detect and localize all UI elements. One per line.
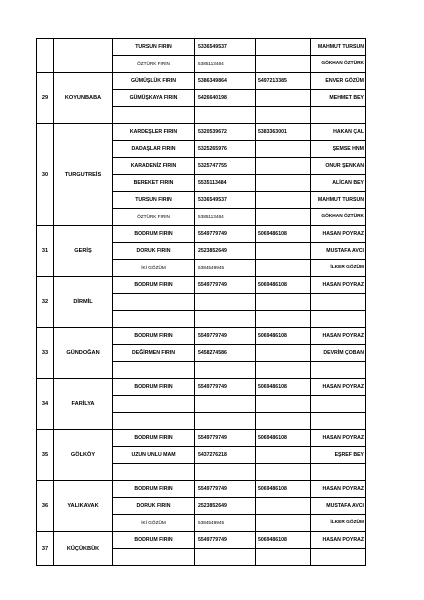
bakery-name	[113, 396, 195, 413]
bakery-name: BODRUM FIRIN	[113, 532, 195, 549]
bakery-name: İKİ GÖZÜM	[113, 515, 195, 532]
phone-primary	[195, 549, 256, 566]
bakery-name: KARDEŞLER FIRIN	[113, 124, 195, 141]
phone-secondary: 5069486108	[256, 328, 311, 345]
phone-secondary: 5069486108	[256, 226, 311, 243]
phone-primary: 5535113484	[195, 175, 256, 192]
phone-primary: 5325265976	[195, 141, 256, 158]
owner-name: MUSTAFA AVCI	[311, 498, 366, 515]
owner-name: HASAN POYRAZ	[311, 532, 366, 549]
owner-name	[311, 464, 366, 481]
owner-name	[311, 413, 366, 430]
phone-primary: 5458274586	[195, 345, 256, 362]
phone-secondary	[256, 413, 311, 430]
phone-primary: 5386349864	[195, 73, 256, 90]
phone-primary: 5385113484	[195, 209, 256, 226]
district-number: 34	[37, 379, 54, 430]
district-name: YALIKAVAK	[54, 481, 113, 532]
phone-secondary	[256, 39, 311, 56]
bakery-table-body	[37, 39, 366, 566]
phone-primary: 5385113484	[195, 56, 256, 73]
phone-primary: 5384549945	[195, 260, 256, 277]
table-row	[37, 39, 366, 56]
owner-name	[311, 396, 366, 413]
phone-primary: 5549779749	[195, 328, 256, 345]
owner-name	[311, 107, 366, 124]
table-row	[37, 124, 366, 141]
phone-secondary	[256, 141, 311, 158]
owner-name: HASAN POYRAZ	[311, 328, 366, 345]
phone-secondary	[256, 243, 311, 260]
phone-primary: 5426640198	[195, 90, 256, 107]
phone-secondary	[256, 107, 311, 124]
owner-name: MEHMET BEY	[311, 90, 366, 107]
bakery-name: BODRUM FIRIN	[113, 481, 195, 498]
owner-name: ALİCAN BEY	[311, 175, 366, 192]
phone-secondary: 5069486108	[256, 277, 311, 294]
district-name: FARİLYA	[54, 379, 113, 430]
bakery-name: TURSUN FIRIN	[113, 192, 195, 209]
table-row	[37, 328, 366, 345]
district-name	[54, 39, 113, 73]
bakery-name: TURSUN FIRIN	[113, 39, 195, 56]
phone-secondary	[256, 396, 311, 413]
bakery-name	[113, 413, 195, 430]
table-row	[37, 532, 366, 549]
owner-name: DEVRİM ÇOBAN	[311, 345, 366, 362]
owner-name: MUSTAFA AVCI	[311, 243, 366, 260]
table-row	[37, 226, 366, 243]
phone-primary: 2523852649	[195, 243, 256, 260]
owner-name: İLKER GÖZÜM	[311, 515, 366, 532]
phone-secondary	[256, 498, 311, 515]
bakery-name	[113, 311, 195, 328]
phone-secondary: 5069486108	[256, 430, 311, 447]
bakery-name: BODRUM FIRIN	[113, 328, 195, 345]
phone-primary	[195, 294, 256, 311]
owner-name: GÖKHAN ÖZTÜRK	[311, 56, 366, 73]
bakery-name: GÜMÜŞKAYA FIRIN	[113, 90, 195, 107]
owner-name: HASAN POYRAZ	[311, 430, 366, 447]
phone-primary: 5325747755	[195, 158, 256, 175]
phone-secondary: 5383363001	[256, 124, 311, 141]
phone-secondary: 5069486108	[256, 481, 311, 498]
owner-name: HAKAN ÇAL	[311, 124, 366, 141]
district-number: 36	[37, 481, 54, 532]
owner-name	[311, 294, 366, 311]
owner-name: ONUR ŞENKAN	[311, 158, 366, 175]
owner-name	[311, 311, 366, 328]
phone-primary: 5437276218	[195, 447, 256, 464]
owner-name	[311, 362, 366, 379]
owner-name: GÖKHAN ÖZTÜRK	[311, 209, 366, 226]
bakery-name	[113, 464, 195, 481]
phone-primary: 2523852649	[195, 498, 256, 515]
phone-secondary	[256, 549, 311, 566]
bakery-name: İKİ GÖZÜM	[113, 260, 195, 277]
owner-name: ŞEMSE HNM	[311, 141, 366, 158]
phone-primary	[195, 464, 256, 481]
bakery-table	[36, 38, 366, 566]
table-row	[37, 430, 366, 447]
owner-name: HASAN POYRAZ	[311, 379, 366, 396]
district-name: GERİŞ	[54, 226, 113, 277]
phone-secondary	[256, 158, 311, 175]
bakery-name: BODRUM FIRIN	[113, 430, 195, 447]
phone-secondary	[256, 192, 311, 209]
owner-name: HASAN POYRAZ	[311, 277, 366, 294]
district-number: 31	[37, 226, 54, 277]
phone-secondary	[256, 209, 311, 226]
district-number: 32	[37, 277, 54, 328]
table-row	[37, 379, 366, 396]
phone-primary: 5549779749	[195, 226, 256, 243]
phone-secondary	[256, 175, 311, 192]
owner-name: MAHMUT TURSUN	[311, 39, 366, 56]
phone-secondary: 5497213385	[256, 73, 311, 90]
bakery-name: ÖZTÜRK FIRIN	[113, 209, 195, 226]
table-row	[37, 481, 366, 498]
bakery-name: BODRUM FIRIN	[113, 226, 195, 243]
bakery-name	[113, 549, 195, 566]
district-number: 30	[37, 124, 54, 226]
district-number	[37, 39, 54, 73]
phone-secondary	[256, 311, 311, 328]
phone-secondary	[256, 294, 311, 311]
phone-primary	[195, 311, 256, 328]
phone-primary: 5336549537	[195, 192, 256, 209]
table-row	[37, 73, 366, 90]
owner-name: HASAN POYRAZ	[311, 481, 366, 498]
phone-secondary	[256, 345, 311, 362]
bakery-name: GÜMÜŞLÜK FIRIN	[113, 73, 195, 90]
table-row	[37, 277, 366, 294]
phone-secondary	[256, 260, 311, 277]
bakery-table-sheet	[36, 38, 364, 566]
phone-secondary	[256, 515, 311, 532]
phone-secondary	[256, 90, 311, 107]
phone-secondary	[256, 362, 311, 379]
district-name: KOYUNBABA	[54, 73, 113, 124]
bakery-name: BODRUM FIRIN	[113, 379, 195, 396]
bakery-name: DEĞİRMEN FIRIN	[113, 345, 195, 362]
phone-secondary	[256, 447, 311, 464]
owner-name	[311, 549, 366, 566]
phone-primary: 5320539672	[195, 124, 256, 141]
phone-primary: 5549779749	[195, 379, 256, 396]
bakery-name: ÖZTÜRK FIRIN	[113, 56, 195, 73]
district-name: TURGUTREİS	[54, 124, 113, 226]
owner-name: HASAN POYRAZ	[311, 226, 366, 243]
bakery-name: UZUN UNLU MAM	[113, 447, 195, 464]
phone-primary: 5336549537	[195, 39, 256, 56]
phone-primary	[195, 413, 256, 430]
phone-secondary: 5069486108	[256, 532, 311, 549]
district-name: DİRMİL	[54, 277, 113, 328]
district-number: 35	[37, 430, 54, 481]
phone-secondary: 5069486108	[256, 379, 311, 396]
phone-primary	[195, 362, 256, 379]
phone-primary	[195, 396, 256, 413]
district-number: 33	[37, 328, 54, 379]
bakery-name: BODRUM FIRIN	[113, 277, 195, 294]
bakery-name: KARADENİZ FIRIN	[113, 158, 195, 175]
phone-primary: 5549779749	[195, 430, 256, 447]
district-number: 37	[37, 532, 54, 566]
phone-primary: 5549779749	[195, 277, 256, 294]
district-name: GÜNDOĞAN	[54, 328, 113, 379]
phone-primary: 5549779749	[195, 481, 256, 498]
phone-primary	[195, 107, 256, 124]
district-name: GÖLKÖY	[54, 430, 113, 481]
owner-name: ENVER GÖZÜM	[311, 73, 366, 90]
district-name: KÜÇÜKBÜK	[54, 532, 113, 566]
owner-name: EŞREF BEY	[311, 447, 366, 464]
phone-secondary	[256, 56, 311, 73]
bakery-name	[113, 107, 195, 124]
phone-primary: 5384549945	[195, 515, 256, 532]
bakery-name: BEREKET FIRIN	[113, 175, 195, 192]
owner-name: İLKER GÖZÜM	[311, 260, 366, 277]
owner-name: MAHMUT TURSUN	[311, 192, 366, 209]
phone-secondary	[256, 464, 311, 481]
bakery-name: DORUK FIRIN	[113, 243, 195, 260]
bakery-name	[113, 362, 195, 379]
bakery-name	[113, 294, 195, 311]
district-number: 29	[37, 73, 54, 124]
phone-primary: 5549779749	[195, 532, 256, 549]
bakery-name: DORUK FIRIN	[113, 498, 195, 515]
bakery-name: DADAŞLAR FIRIN	[113, 141, 195, 158]
